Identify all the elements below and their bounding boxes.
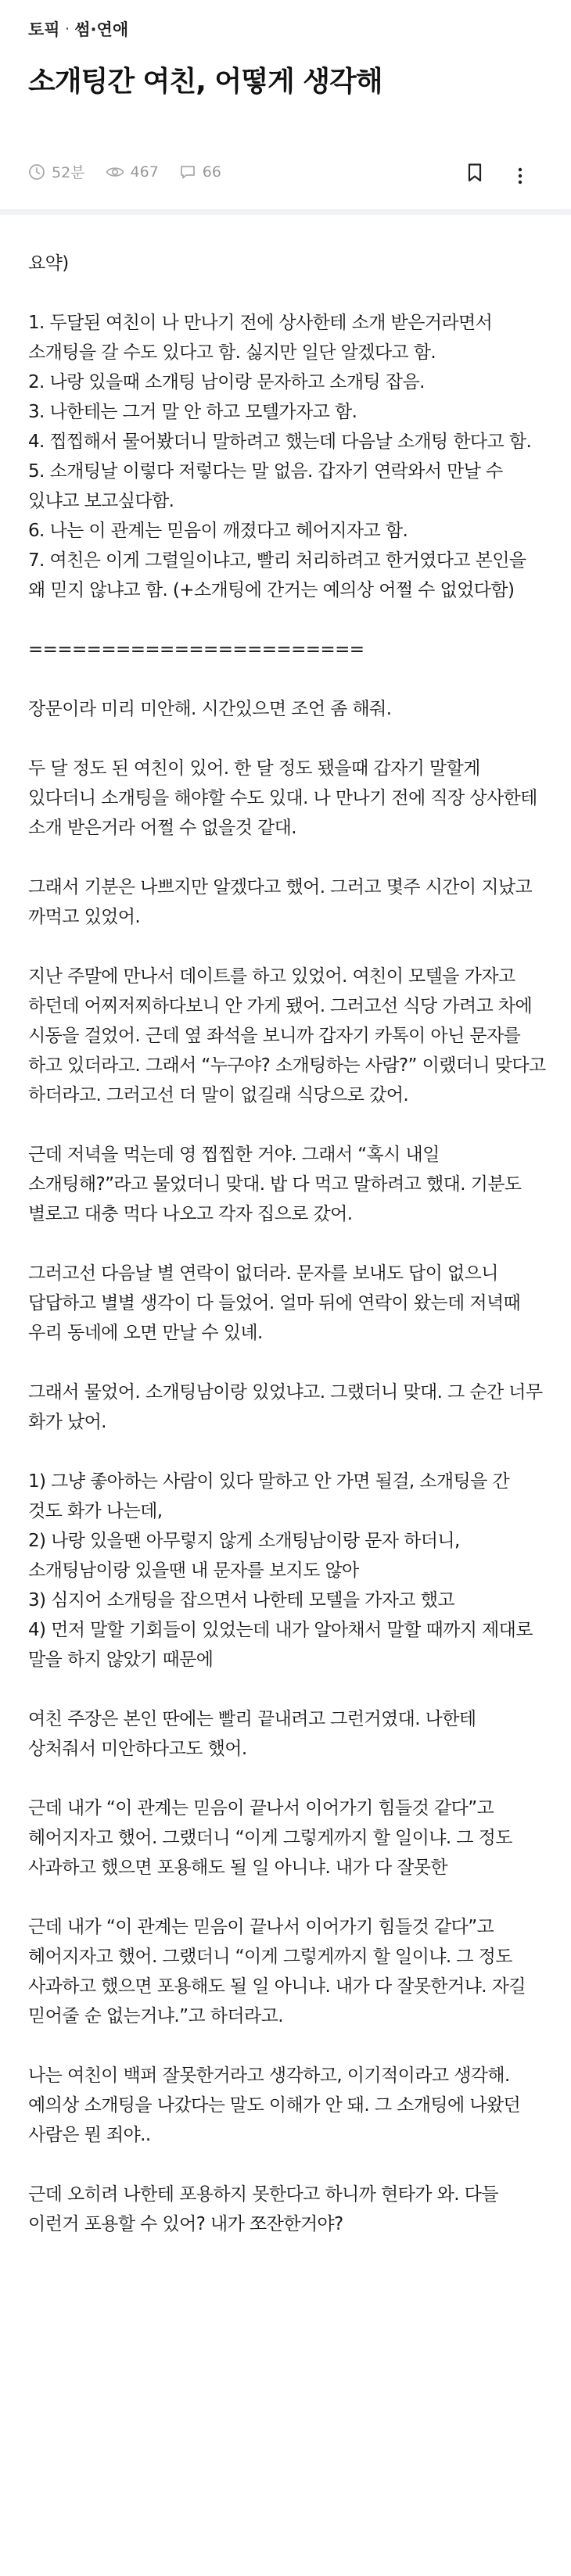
paragraph-gap [28, 724, 548, 754]
paragraph-gap [28, 2150, 548, 2180]
body-paragraph: 두 달 정도 된 여친이 있어. 한 달 정도 됐을때 갑자기 말할게 있다더니 소개팅을 해야할 수도 있대. 나 만나기 전에 직장 상사한테 소개 받은거라 어쩔 수 없을것 같대. [28, 758, 543, 838]
paragraph-gap [28, 1675, 548, 1704]
body-paragraph: 6. 나는 이 관계는 믿음이 깨졌다고 헤어지자고 함. [28, 521, 408, 541]
body-paragraph: 1. 두달된 여친이 나 만나기 전에 상사한테 소개 받은거라면서 소개팅을 갈 수도 있다고 함. 싫지만 일단 알겠다고 함. [28, 313, 497, 363]
clock-icon [28, 163, 45, 181]
body-paragraph: 근데 오히려 나한테 포용하지 못한다고 하니까 현타가 와. 다들 이런거 포용할 수 있어? 내가 쪼잔한거야? [28, 2184, 504, 2234]
meta-views [106, 163, 159, 181]
body-paragraph: 그래서 기분은 나쁘지만 알겠다고 했어. 그러고 몇주 시간이 지났고 까먹고 있었어. [28, 877, 537, 927]
post-title: 소개팅간 여친, 어떻게 생각해 [28, 66, 382, 98]
body-paragraph: 여친 주장은 본인 딴에는 빨리 끝내려고 그런거였대. 나한테 상처줘서 미안하다고도 했어. [28, 1709, 482, 1759]
body-paragraph: 4) 먼저 말할 기회들이 있었는데 내가 알아채서 말할 때까지 제대로 말을 하지 않았기 때문에 [28, 1620, 538, 1670]
comments-count: 66 [202, 163, 221, 181]
body-paragraph: 그래서 물었어. 소개팅남이랑 있었냐고. 그랬더니 맞대. 그 순간 너무 화가 났어. [28, 1382, 548, 1432]
more-vertical-icon [516, 167, 524, 185]
body-paragraph: 근데 내가 “이 관계는 믿음이 끝나서 이어가기 힘들것 같다”고 헤어지자고 했어. 그랬더니 “이게 그렇게까지 할 일이냐. 그 정도 사과하고 했으면 포용해도 될 일 아니냐. 내가 다 잘못한거냐. 자길 믿어줄 순 없는거냐.”고 하더라고. [28, 1917, 531, 2026]
body-paragraph: 3. 나한테는 그거 말 안 하고 모텔가자고 함. [28, 402, 357, 422]
meta-time [28, 161, 85, 182]
body-paragraph: 2. 나랑 있을때 소개팅 남이랑 문자하고 소개팅 잡음. [28, 372, 425, 392]
paragraph-gap [28, 1883, 548, 1912]
body-paragraph: 나는 여친이 백퍼 잘못한거라고 생각하고, 이기적이라고 생각해. 예의상 소개팅을 나갔다는 말도 이해가 안 돼. 그 소개팅에 나왔던 사람은 뭔 죄야.. [28, 2065, 526, 2145]
body-paragraph: 2) 나랑 있을땐 아무렇지 않게 소개팅남이랑 문자 하더니, 소개팅남이랑 있을땐 내 문자를 보지도 않아 [28, 1531, 465, 1581]
breadcrumb-topic[interactable]: 썸·연애 [74, 20, 129, 39]
body-paragraph: 1) 그냥 좋아하는 사람이 있다 말하고 안 가면 될걸, 소개팅을 간 것도 화가 나는데, [28, 1471, 515, 1521]
paragraph-gap [28, 1229, 548, 1259]
body-paragraph: 7. 여친은 이게 그럴일이냐고, 빨리 처리하려고 한거였다고 본인을 왜 믿지 않냐고 함. (+소개팅에 간거는 예의상 어쩔 수 없었다함) [28, 550, 532, 600]
paragraph-gap [28, 1110, 548, 1140]
body-paragraph: 근데 저녁을 먹는데 영 찝찝한 거야. 그래서 “혹시 내일 소개팅해?”라고 물었더니 맞대. 밥 다 먹고 말하려고 했대. 기분도 별로고 대충 먹다 나오고 각자 집으로 갔어. [28, 1145, 527, 1224]
time-text: 52분 [52, 164, 85, 181]
body-paragraph: 3) 심지어 소개팅을 잡으면서 나한테 모텔을 가자고 했고 [28, 1590, 454, 1610]
header-divider [0, 210, 571, 215]
paragraph-gap [28, 665, 548, 694]
breadcrumb [28, 17, 128, 41]
post-body [28, 249, 551, 2239]
paragraph-gap [28, 1348, 548, 1378]
paragraph-gap [28, 605, 548, 635]
meta-comments[interactable] [179, 163, 221, 181]
body-paragraph: 5. 소개팅날 이렇다 저렇다는 말 없음. 갑자기 연락와서 만날 수 있냐고 보고싶다함. [28, 461, 508, 511]
body-paragraph: 지난 주말에 만나서 데이트를 하고 있었어. 여친이 모텔을 가자고 하던데 어찌저찌하다보니 안 가게 됐어. 그러고선 식당 가려고 차에 시동을 걸었어. 근데 옆 좌석을 보니까 갑자기 카톡이 아닌 문자를 하고 있더라고. 그래서 “누구야? 소개팅하는 사람?” 이랬더니 맞다고 하더라고. 그러고선 더 말이 없길래 식당으로 갔어. [28, 966, 551, 1105]
more-options-button[interactable] [516, 167, 524, 188]
paragraph-gap [28, 932, 548, 962]
body-paragraph: 그러고선 다음날 별 연락이 없더라. 문자를 보내도 답이 없으니 답답하고 별별 생각이 다 들었어. 얼마 뒤에 연락이 왔는데 저녁때 우리 동네에 오면 만날 수 있녜. [28, 1263, 526, 1343]
breadcrumb-separator: · [64, 20, 70, 38]
body-paragraph: 4. 찝찝해서 물어봤더니 말하려고 했는데 다음날 소개팅 한다고 함. [28, 432, 532, 452]
comment-icon [179, 163, 196, 181]
body-paragraph: 근데 내가 “이 관계는 믿음이 끝나서 이어가기 힘들것 같다”고 헤어지자고 했어. 그랬더니 “이게 그렇게까지 할 일이냐. 그 정도 사과하고 했으면 포용해도 될 일 아니냐. 내가 다 잘못한 [28, 1798, 518, 1878]
breadcrumb-section[interactable]: 토픽 [28, 20, 60, 39]
bookmark-icon [466, 163, 483, 183]
paragraph-gap [28, 278, 548, 308]
body-paragraph: 장문이라 미리 미안해. 시간있으면 조언 좀 해줘. [28, 699, 392, 719]
paragraph-gap [28, 843, 548, 872]
views-count: 467 [130, 163, 159, 181]
paragraph-gap [28, 2031, 548, 2061]
bookmark-button[interactable] [466, 163, 483, 186]
body-paragraph: ======================= [28, 640, 365, 660]
paragraph-gap [28, 1764, 548, 1793]
paragraph-gap [28, 1437, 548, 1467]
eye-icon [106, 163, 124, 181]
body-paragraph: 요약) [28, 253, 69, 274]
post-meta [28, 161, 242, 182]
